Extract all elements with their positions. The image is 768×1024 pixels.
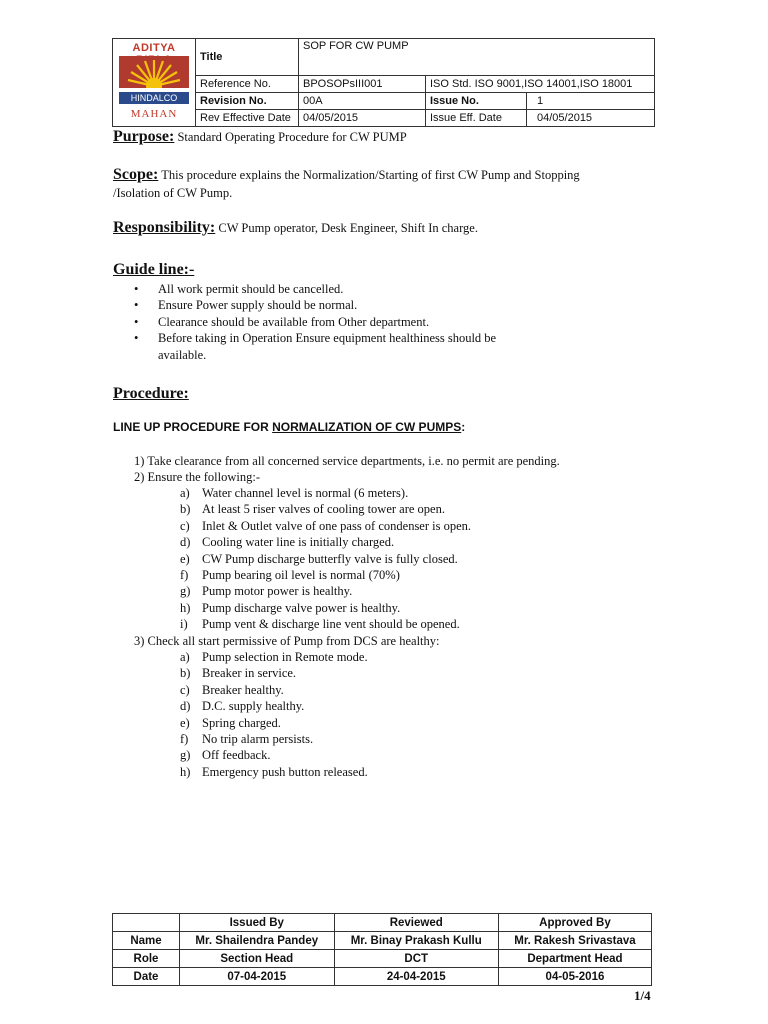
step-2-list bbox=[180, 485, 600, 633]
list-item: h) Emergency push button released. bbox=[180, 764, 368, 779]
page-number: 1/4 bbox=[634, 988, 651, 1003]
revision-value: 00A bbox=[299, 93, 426, 110]
list-item: e) CW Pump discharge butterfly valve is fully closed. bbox=[180, 551, 458, 566]
iso-standards: ISO Std. ISO 9001,ISO 14001,ISO 18001 bbox=[426, 76, 655, 93]
reference-label: Reference No. bbox=[196, 76, 299, 93]
table-row: Date 07-04-2015 24-04-2015 04-05-2016 bbox=[113, 968, 652, 986]
title-value: SOP FOR CW PUMP bbox=[299, 39, 655, 76]
revision-label: Revision No. bbox=[196, 93, 299, 110]
procedure-label: Procedure: bbox=[113, 385, 189, 402]
list-item: • Before taking in Operation Ensure equipment healthiness should be bbox=[134, 331, 497, 346]
lineup-heading: LINE UP PROCEDURE FOR NORMALIZATION OF CW PUMPS: bbox=[113, 420, 466, 434]
logo-company: HINDALCO bbox=[119, 92, 189, 104]
approval-table bbox=[112, 913, 652, 986]
company-logo bbox=[113, 40, 195, 126]
step-1: 1) Take clearance from all concerned service departments, i.e. no permit are pending. bbox=[134, 454, 560, 468]
responsibility-section bbox=[113, 220, 478, 236]
list-item: e) Spring charged. bbox=[180, 715, 281, 730]
responsibility-label: Responsibility: bbox=[113, 219, 216, 236]
column-header: Reviewed bbox=[334, 914, 498, 932]
purpose-label: Purpose: bbox=[113, 128, 175, 145]
list-item: g) Off feedback. bbox=[180, 748, 271, 763]
list-item: a) Pump selection in Remote mode. bbox=[180, 650, 368, 664]
list-item: f) No trip alarm persists. bbox=[180, 732, 314, 747]
list-item: c) Inlet & Outlet valve of one pass of condenser is open. bbox=[180, 518, 472, 533]
list-item: d) Cooling water line is initially charged. bbox=[180, 535, 395, 550]
list-item: h) Pump discharge valve power is healthy. bbox=[180, 600, 401, 615]
step-2: 2) Ensure the following:- bbox=[134, 470, 261, 484]
list-item: g) Pump motor power is healthy. bbox=[180, 584, 353, 599]
list-item: a) Water channel level is normal (6 meters). bbox=[180, 486, 409, 500]
list-item: • Ensure Power supply should be normal. bbox=[134, 298, 358, 313]
list-item: • All work permit should be cancelled. bbox=[134, 282, 344, 296]
guideline-list bbox=[113, 281, 573, 363]
list-item: • Clearance should be available from Other department. bbox=[134, 314, 430, 329]
column-header: Issued By bbox=[180, 914, 335, 932]
list-item: i) Pump vent & discharge line vent should be opened. bbox=[180, 617, 460, 632]
list-item: b) At least 5 riser valves of cooling tower are open. bbox=[180, 502, 445, 517]
step-3-list bbox=[180, 649, 600, 780]
purpose-section bbox=[113, 129, 407, 145]
scope-text-1: This procedure explains the Normalization/Starting of first CW Pump and Stopping bbox=[158, 168, 580, 182]
issue-effective-label: Issue Eff. Date bbox=[426, 110, 527, 127]
table-header-row bbox=[113, 914, 652, 932]
issue-label: Issue No. bbox=[426, 93, 527, 110]
rev-effective-label: Rev Effective Date bbox=[196, 110, 299, 127]
purpose-text: Standard Operating Procedure for CW PUMP bbox=[174, 130, 407, 144]
table-row: Role Section Head DCT Department Head bbox=[113, 950, 652, 968]
title-label: Title bbox=[196, 39, 299, 76]
step-3: 3) Check all start permissive of Pump from DCS are healthy: bbox=[134, 634, 440, 648]
rev-effective-value: 04/05/2015 bbox=[299, 110, 426, 127]
guideline-label: Guide line:- bbox=[113, 261, 195, 278]
issue-value: 1 bbox=[527, 93, 655, 110]
lineup-underlined: NORMALIZATION OF CW PUMPS bbox=[272, 420, 462, 434]
logo-cell bbox=[113, 39, 196, 127]
scope-label: Scope: bbox=[113, 166, 159, 183]
logo-brand: ADITYA bbox=[132, 41, 176, 54]
list-item: b) Breaker in service. bbox=[180, 666, 297, 681]
reference-value: BPOSOPsIII001 bbox=[299, 76, 426, 93]
list-item: d) D.C. supply healthy. bbox=[180, 699, 305, 714]
table-row: Name Mr. Shailendra Pandey Mr. Binay Prakash Kullu Mr. Rakesh Srivastava bbox=[113, 932, 652, 950]
list-item: f) Pump bearing oil level is normal (70%) bbox=[180, 568, 400, 583]
list-item: c) Breaker healthy. bbox=[180, 682, 284, 697]
issue-effective-value: 04/05/2015 bbox=[527, 110, 655, 127]
list-item-continuation: available. bbox=[158, 347, 207, 362]
scope-text-2: /Isolation of CW Pump. bbox=[113, 186, 233, 200]
header-table bbox=[112, 38, 655, 127]
logo-unit: MAHAN bbox=[130, 107, 178, 120]
scope-section bbox=[113, 167, 580, 183]
sun-emblem-icon bbox=[119, 56, 189, 88]
column-header: Approved By bbox=[498, 914, 651, 932]
responsibility-text: CW Pump operator, Desk Engineer, Shift In charge. bbox=[215, 221, 478, 235]
